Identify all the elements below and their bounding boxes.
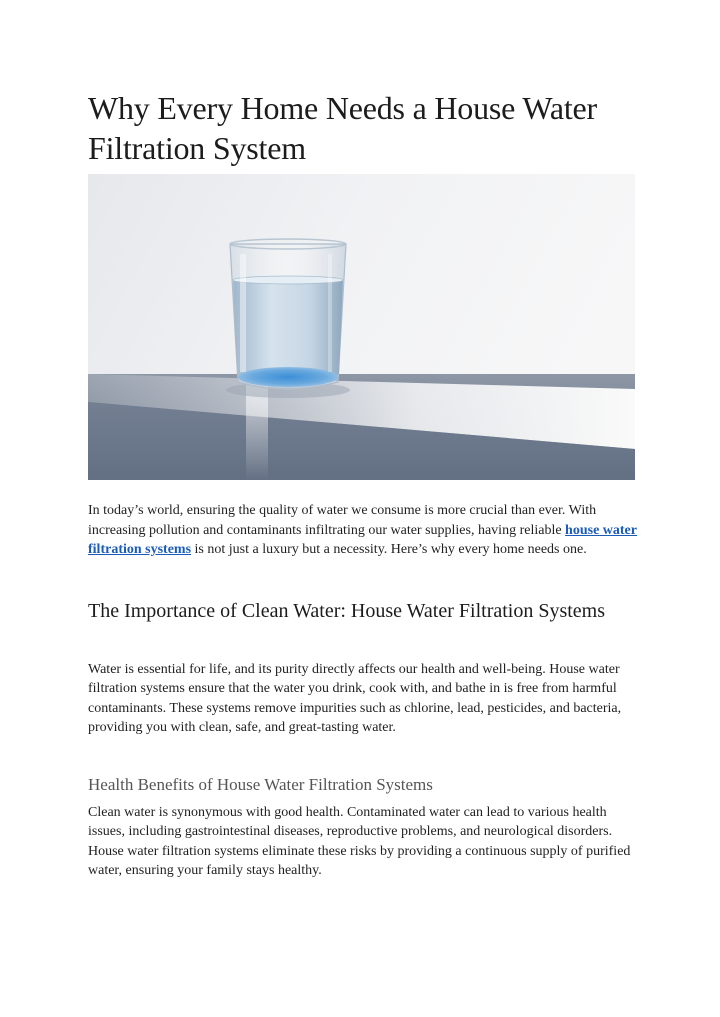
section1-heading: The Importance of Clean Water: House Water Filtration Systems bbox=[88, 600, 606, 622]
house-water-filtration-systems-link[interactable]: house water filtration systems bbox=[88, 522, 637, 557]
section2-heading: Health Benefits of House Water Filtration Systems bbox=[88, 775, 433, 794]
section2-paragraph: Clean water is synonymous with good health. Contaminated water can lead to various health issues, including gastrointestinal diseases, reproductive problems, and neurological disorders. House water filtration systems eliminate these risks by providing a continuous supply of purified water, ensuring your family stays healthy. bbox=[88, 805, 631, 878]
intro-paragraph bbox=[88, 501, 640, 560]
hero-image bbox=[88, 174, 635, 480]
section1-paragraph: Water is essential for life, and its purity directly affects our health and well-being. House water filtration systems ensure that the water you drink, cook with, and bathe in is free from harmful contaminants. These systems remove impurities such as chlorine, lead, pesticides, and bacteria, providing you with clean, safe, and great-tasting water. bbox=[88, 662, 622, 735]
intro-text-before-link: In today’s world, ensuring the quality of water we consume is more crucial than ever. With increasing pollution and contaminants infiltrating our water supplies, having reliable bbox=[88, 503, 597, 538]
glass-of-water-photo bbox=[88, 174, 635, 480]
intro-text-after-link: is not just a luxury but a necessity. Here’s why every home needs one. bbox=[191, 542, 587, 557]
article-title: Why Every Home Needs a House Water Filtration System bbox=[88, 90, 597, 166]
